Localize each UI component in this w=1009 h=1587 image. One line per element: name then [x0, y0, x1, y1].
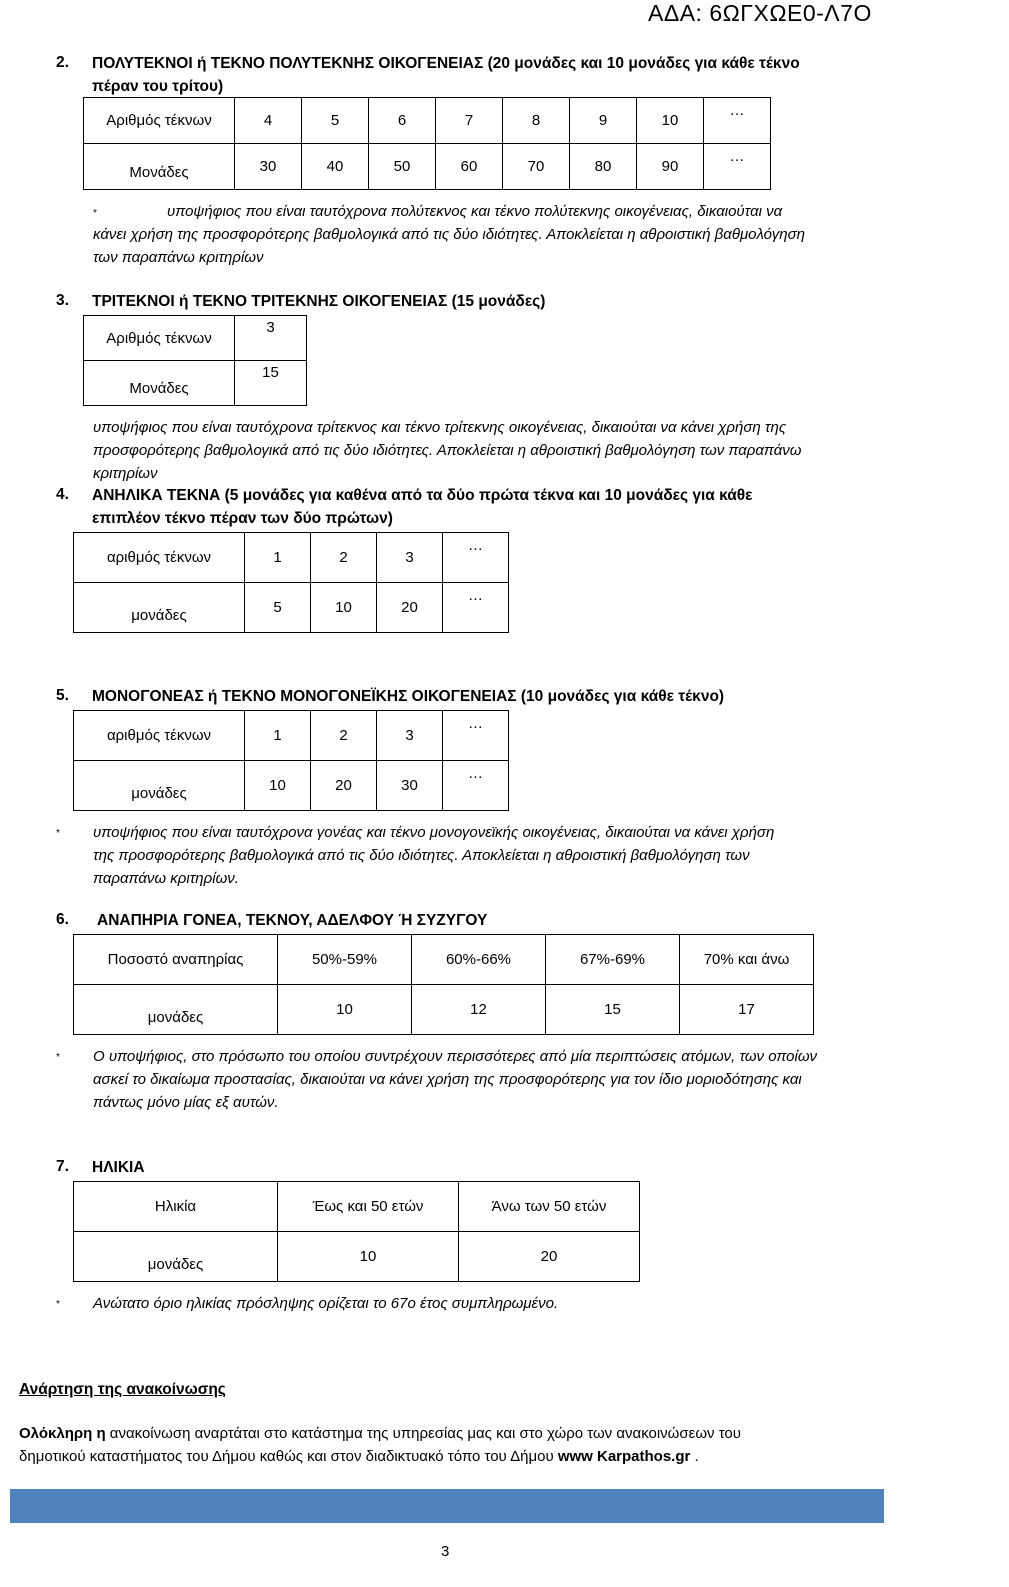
section-2-title	[92, 52, 800, 98]
table-cell: 67%-69%	[546, 935, 680, 985]
section-2-note-star: *	[93, 208, 97, 219]
table-cell: 17	[680, 985, 814, 1035]
section-6-number: 6.	[56, 911, 69, 928]
posting-text-end: .	[690, 1448, 699, 1465]
table-label: Μονάδες	[84, 361, 235, 406]
note-line: παραπάνω κριτηρίων.	[93, 870, 239, 887]
table-cell: 10	[637, 98, 704, 144]
section-7-note	[93, 1292, 876, 1315]
table-cell: 60%-66%	[412, 935, 546, 985]
table-cell: 30	[377, 761, 443, 811]
table-cell: …	[704, 144, 771, 190]
table-cell: 80	[570, 144, 637, 190]
table-cell: 12	[412, 985, 546, 1035]
note-line: των παραπάνω κριτηρίων	[93, 249, 264, 266]
posting-bold-start: Ολόκληρη η	[19, 1425, 106, 1442]
table-row	[84, 361, 307, 406]
section-7-number: 7.	[56, 1158, 69, 1175]
section-6-title: ΑΝΑΠΗΡΙΑ ΓΟΝΕΑ, ΤΕΚΝΟΥ, ΑΔΕΛΦΟΥ Ή ΣΥΖΥΓΟΥ	[97, 912, 488, 929]
table-cell: 2	[311, 711, 377, 761]
table-cell: 2	[311, 533, 377, 583]
table-cell: Άνω των 50 ετών	[459, 1182, 640, 1232]
table-cell: 3	[377, 533, 443, 583]
section-5-note-star: *	[56, 828, 60, 839]
posting-line-2	[19, 1445, 874, 1468]
table-row	[74, 583, 509, 633]
table-label: αριθμός τέκνων	[74, 533, 245, 583]
table-cell: …	[443, 533, 509, 583]
section-2-table	[83, 97, 771, 190]
table-cell: 50	[369, 144, 436, 190]
table-label: μονάδες	[74, 1232, 278, 1282]
section-7-table	[73, 1181, 640, 1282]
table-row	[74, 935, 814, 985]
table-cell: 20	[459, 1232, 640, 1282]
note-line: υποψήφιος που είναι ταυτόχρονα τρίτεκνος και τέκνο τρίτεκνης οικογένειας, δικαιούται να κάνει χρήση της	[93, 419, 787, 436]
table-cell: 50%-59%	[278, 935, 412, 985]
table-cell: 90	[637, 144, 704, 190]
note-line: κάνει χρήση της προσφορότερης βαθμολογικά από τις δύο ιδιότητες. Αποκλείεται η αθροιστική βαθμολόγηση	[93, 226, 805, 243]
table-row	[74, 985, 814, 1035]
section-2-note	[93, 200, 876, 269]
section-4-title-line2: επιπλέον τέκνο πέραν των δύο πρώτων)	[92, 510, 393, 527]
table-row	[84, 144, 771, 190]
table-label: αριθμός τέκνων	[74, 711, 245, 761]
section-4-title	[92, 484, 753, 530]
table-row	[74, 1232, 640, 1282]
posting-text-line1: ανακοίνωση αναρτάται στο κατάστημα της υπηρεσίας μας και στο χώρο των ανακοινώσεων του	[105, 1425, 741, 1442]
table-cell: 1	[245, 533, 311, 583]
note-line: κριτηρίων	[93, 465, 158, 482]
table-cell: 4	[235, 98, 302, 144]
section-3-number: 3.	[56, 292, 69, 309]
section-5-note	[93, 821, 876, 890]
note-line: της προσφορότερης βαθμολογικά από τις δύο ιδιότητες. Αποκλείεται η αθροιστική βαθμολόγηση των	[93, 847, 750, 864]
table-row	[74, 533, 509, 583]
section-6-table	[73, 934, 814, 1035]
section-3-title: ΤΡΙΤΕΚΝΟΙ ή ΤΕΚΝΟ ΤΡΙΤΕΚΝΗΣ ΟΙΚΟΓΕΝΕΙΑΣ (15 μονάδες)	[92, 293, 546, 310]
section-4-number: 4.	[56, 486, 69, 503]
table-cell: 60	[436, 144, 503, 190]
page-number: 3	[441, 1543, 450, 1560]
section-5-number: 5.	[56, 687, 69, 704]
table-cell: 3	[235, 316, 307, 361]
table-cell: 1	[245, 711, 311, 761]
table-cell: …	[443, 761, 509, 811]
posting-paragraph	[19, 1422, 874, 1468]
table-row	[74, 711, 509, 761]
table-cell: 9	[570, 98, 637, 144]
table-cell: Έως και 50 ετών	[278, 1182, 459, 1232]
note-line: υποψήφιος που είναι ταυτόχρονα γονέας και τέκνο μονογονεϊκής οικογένειας, δικαιούται να κάνει χρήση	[93, 824, 775, 841]
section-5-table	[73, 710, 509, 811]
note-line: πάντως μόνο μίας εξ αυτών.	[93, 1094, 279, 1111]
table-row	[74, 761, 509, 811]
table-cell: 5	[245, 583, 311, 633]
note-line: υποψήφιος που είναι ταυτόχρονα πολύτεκνος και τέκνο πολύτεκνης οικογένειας, δικαιούται να	[167, 203, 783, 220]
section-6-note-star: *	[56, 1052, 60, 1063]
table-cell: 3	[377, 711, 443, 761]
posting-text-line2: δημοτικού καταστήματος του Δήμου καθώς και στον διαδικτυακό τόπο του Δήμου	[19, 1448, 558, 1465]
table-cell: 40	[302, 144, 369, 190]
table-row	[84, 316, 307, 361]
table-cell: …	[443, 711, 509, 761]
section-2-number: 2.	[56, 54, 69, 71]
table-cell: 6	[369, 98, 436, 144]
section-4-table	[73, 532, 509, 633]
table-label: Ηλικία	[74, 1182, 278, 1232]
table-cell: 10	[245, 761, 311, 811]
table-cell: 8	[503, 98, 570, 144]
table-cell: …	[443, 583, 509, 633]
section-6-note	[93, 1045, 876, 1114]
table-cell: 10	[278, 1232, 459, 1282]
table-cell: 20	[377, 583, 443, 633]
posting-line-1	[19, 1422, 874, 1445]
note-line: προσφορότερης βαθμολογικά από τις δύο ιδιότητες. Αποκλείεται η αθροιστική βαθμολόγηση των παραπάνω	[93, 442, 802, 459]
table-cell: 10	[278, 985, 412, 1035]
table-label: Αριθμός τέκνων	[84, 98, 235, 144]
table-cell: 10	[311, 583, 377, 633]
note-line: Ανώτατο όριο ηλικίας πρόσληψης ορίζεται το 67ο έτος συμπληρωμένο.	[93, 1295, 559, 1312]
table-cell: …	[704, 98, 771, 144]
footer-bar	[10, 1489, 884, 1523]
table-cell: 70% και άνω	[680, 935, 814, 985]
posting-website: www Karpathos.gr	[557, 1448, 691, 1465]
ada-code: ΑΔΑ: 6ΩΓΧΩΕ0-Λ7Ο	[648, 0, 872, 26]
table-cell: 70	[503, 144, 570, 190]
section-3-table	[83, 315, 307, 406]
table-label: μονάδες	[74, 985, 278, 1035]
table-row	[84, 98, 771, 144]
section-7-title: ΗΛΙΚΙΑ	[92, 1159, 145, 1176]
section-4-title-line1: ΑΝΗΛΙΚΑ ΤΕΚΝΑ (5 μονάδες για καθένα από τα δύο πρώτα τέκνα και 10 μονάδες για κάθε	[92, 487, 753, 504]
section-2-title-line1: ΠΟΛΥΤΕΚΝΟΙ ή ΤΕΚΝΟ ΠΟΛΥΤΕΚΝΗΣ ΟΙΚΟΓΕΝΕΙΑΣ (20 μονάδες και 10 μονάδες για κάθε τέκνο	[92, 55, 800, 72]
table-cell: 7	[436, 98, 503, 144]
section-2-title-line2: πέραν του τρίτου)	[92, 78, 224, 95]
table-label: μονάδες	[74, 761, 245, 811]
table-row	[74, 1182, 640, 1232]
table-label: Ποσοστό αναπηρίας	[74, 935, 278, 985]
table-cell: 30	[235, 144, 302, 190]
table-cell: 15	[546, 985, 680, 1035]
table-label: μονάδες	[74, 583, 245, 633]
note-line: Ο υποψήφιος, στο πρόσωπο του οποίου συντρέχουν περισσότερες από μία περιπτώσεις ατόμων, των οποίων	[93, 1048, 818, 1065]
section-7-note-star: *	[56, 1299, 60, 1310]
table-cell: 15	[235, 361, 307, 406]
section-3-note	[93, 416, 876, 485]
section-5-title: ΜΟΝΟΓΟΝΕΑΣ ή ΤΕΚΝΟ ΜΟΝΟΓΟΝΕΪΚΗΣ ΟΙΚΟΓΕΝΕΙΑΣ (10 μονάδες για κάθε τέκνο)	[92, 688, 725, 705]
table-label: Μονάδες	[84, 144, 235, 190]
posting-heading: Ανάρτηση της ανακοίνωσης	[19, 1381, 226, 1398]
table-cell: 20	[311, 761, 377, 811]
table-label: Αριθμός τέκνων	[84, 316, 235, 361]
note-line: ασκεί το δικαίωμα προστασίας, δικαιούται να κάνει χρήση της προσφορότερης για τον ίδιο μοριοδότησης και	[93, 1071, 802, 1088]
table-cell: 5	[302, 98, 369, 144]
